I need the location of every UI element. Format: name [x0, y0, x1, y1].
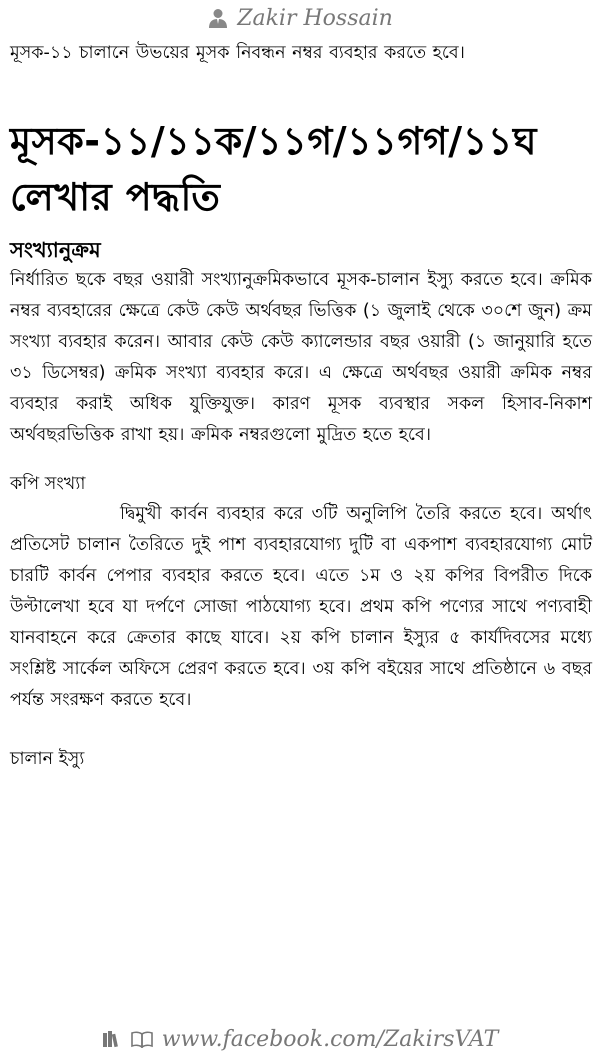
intro-paragraph: মূসক-১১ চালানে উভয়ের মূসক নিবন্ধন নম্বর ব্যবহার করতে হবে।	[10, 43, 465, 63]
page-header	[0, 0, 600, 36]
section-body-copies: দ্বিমুখী কার্বন ব্যবহার করে ৩টি অনুলিপি তৈরি করতে হবে। অর্থাৎ প্রতিসেট চালান তৈরিতে দুই পাশ ব্যবহারযোগ্য দুটি বা একপাশ ব্যবহারযোগ্য মোট চারটি কার্বন পেপার ব্যবহার করতে হবে। এতে ১ম ও ২য় কপির বিপরীত দিকে উল্টালেখা হবে যা দর্পণে সোজা পাঠযোগ্য হবে। প্রথম কপি পণ্যের সাথে পণ্যবাহী যানবাহনে করে ক্রেতার কাছে যাবে। ২য় কপি চালান ইস্যুর ৫ কার্যদিবসের মধ্যে সংশ্লিষ্ট সার্কেল অফিসে প্রেরণ করতে হবে। ৩য় কপি বইয়ের সাথে প্রতিষ্ঠানে ৬ বছর পর্যন্ত সংরক্ষণ করতে হবে।	[10, 504, 592, 710]
person-icon	[207, 7, 229, 29]
page-content	[10, 38, 592, 774]
section-heading-copies: কপি সংখ্যা	[10, 474, 86, 494]
section-heading-sequence: সংখ্যানুক্রম	[10, 238, 101, 262]
footer-url: www.facebook.com/ZakirsVAT	[161, 1026, 499, 1052]
section-body-sequence: নির্ধারিত ছকে বছর ওয়ারী সংখ্যানুক্রমিকভাবে মূসক-চালান ইস্যু করতে হবে। ক্রমিক নম্বর ব্যবহারের ক্ষেত্রে কেউ কেউ অর্থবছর ভিত্তিক (১ জুলাই থেকে ৩০শে জুন) ক্রম সংখ্যা ব্যবহার করেন। আবার কেউ কেউ ক্যালেন্ডার বছর ওয়ারী (১ জানুয়ারি হতে ৩১ ডিসেম্বর) ক্রমিক সংখ্যা ব্যবহার করে। এ ক্ষেত্রে অর্থবছর ওয়ারী ক্রমিক নম্বর ব্যবহার করাই অধিক যুক্তিযুক্ত। কারণ মূসক ব্যবস্থার সকল হিসাব-নিকাশ অর্থবছরভিত্তিক রাখা হয়। ক্রমিক নম্বরগুলো মুদ্রিত হতে হবে।	[10, 270, 592, 445]
author-name: Zakir Hossain	[237, 5, 393, 31]
page-footer	[0, 1022, 600, 1056]
open-book-icon	[130, 1030, 154, 1048]
section-heading-invoice-issue: চালান ইস্যু	[10, 749, 85, 769]
page-title: মূসক-১১/১১ক/১১গ/১১গগ/১১ঘ লেখার পদ্ধতি	[10, 119, 537, 219]
books-icon	[102, 1030, 122, 1048]
